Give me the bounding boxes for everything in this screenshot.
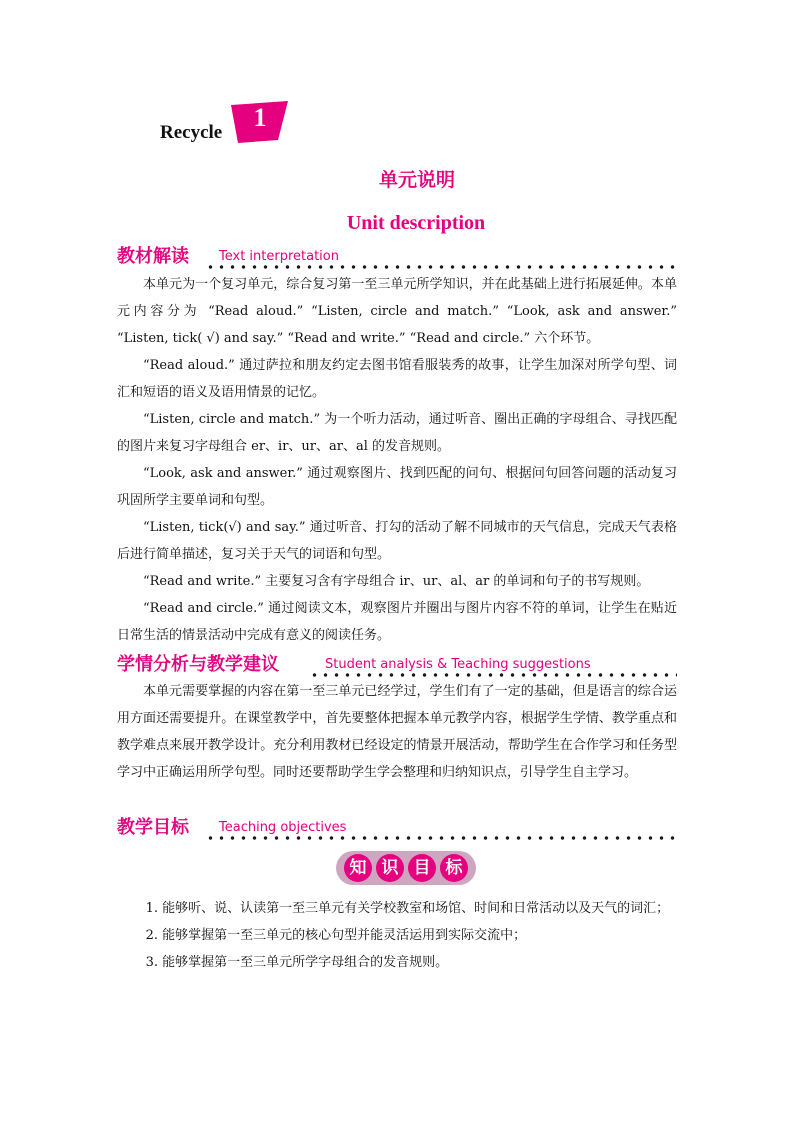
text-interpretation-body [117, 271, 677, 649]
paragraph: “Listen, circle and match.” 为一个听力活动，通过听音、圈出正确的字母组合、寻找匹配的图片来复习字母组合 er、ir、ur、ar、al 的发音规则。 [117, 412, 677, 454]
list-item: 2. 能够掌握第一至三单元的核心句型并能灵活运用到实际交流中； [145, 928, 527, 943]
paragraph: “Listen, tick(√) and say.” 通过听音、打勾的活动了解不同城市的天气信息，完成天气表格后进行简单描述，复习关于天气的词语和句型。 [117, 520, 677, 562]
dotted-divider [205, 835, 677, 841]
recycle-label: Recycle [160, 122, 223, 143]
section-title-cn: 学情分析与教学建议 [117, 654, 279, 675]
section-title-cn: 教学目标 [117, 817, 189, 838]
student-analysis-body [117, 678, 677, 786]
list-item: 3. 能够掌握第一至三单元所学字母组合的发音规则。 [145, 955, 449, 970]
paragraph: 本单元需要掌握的内容在第一至三单元已经学过，学生们有了一定的基础，但是语言的综合运用方面还需要提升。在课堂教学中，首先要整体把握本单元教学内容，根据学生学情、教学重点和教学难点来展开教学设计。充分利用教材已经设定的情景开展活动，帮助学生在合作学习和任务型学习中正确运用所学句型。同时还要帮助学生学会整理和归纳知识点，引导学生自主学习。 [117, 684, 677, 780]
section-title-en: Teaching objectives [219, 820, 347, 835]
paragraph: “Read and write.” 主要复习含有字母组合 ir、ur、al、ar 的单词和句子的书写规则。 [143, 574, 650, 589]
section-title-cn: 教材解读 [117, 246, 189, 267]
page-title-en: Unit description [346, 212, 486, 234]
section-title-en: Text interpretation [219, 249, 339, 264]
banner-char: 目 [408, 854, 436, 882]
paragraph: “Read and circle.” 通过阅读文本，观察图片并圈出与图片内容不符的单词，让学生在贴近日常生活的情景活动中完成有意义的阅读任务。 [117, 601, 677, 643]
banner-char: 识 [376, 854, 404, 882]
section-header-text-interpretation [117, 244, 677, 270]
banner-char: 标 [440, 854, 468, 882]
knowledge-goals-pill [336, 851, 476, 885]
unit-number: 1 [253, 103, 267, 132]
section-header-student-analysis [117, 652, 677, 678]
paragraph: 本单元为一个复习单元，综合复习第一至三单元所学知识，并在此基础上进行拓展延伸。本单元内容分为 “Read aloud.” “Listen, circle and match.” “Look, ask and answer.” “Listen, tick( √) and say.” “Read and write.” “Read and circle.” 六个环节。 [117, 277, 677, 346]
paragraph: “Look, ask and answer.” 通过观察图片、找到匹配的问句、根据问句回答问题的活动复习巩固所学主要单词和句型。 [117, 466, 677, 508]
dotted-divider [205, 264, 677, 270]
knowledge-goals-banner [0, 851, 794, 885]
objectives-list [117, 895, 682, 976]
section-title-en: Student analysis & Teaching suggestions [325, 657, 591, 672]
paragraph: “Read aloud.” 通过萨拉和朋友约定去图书馆看服装秀的故事，让学生加深对所学句型、词汇和短语的语义及语用情景的记忆。 [117, 358, 677, 400]
list-item: 1. 能够听、说、认读第一至三单元有关学校教室和场馆、时间和日常活动以及天气的词汇； [145, 901, 670, 916]
page-title-cn: 单元说明 [378, 169, 455, 191]
banner-char: 知 [344, 854, 372, 882]
section-header-teaching-objectives [117, 815, 677, 841]
